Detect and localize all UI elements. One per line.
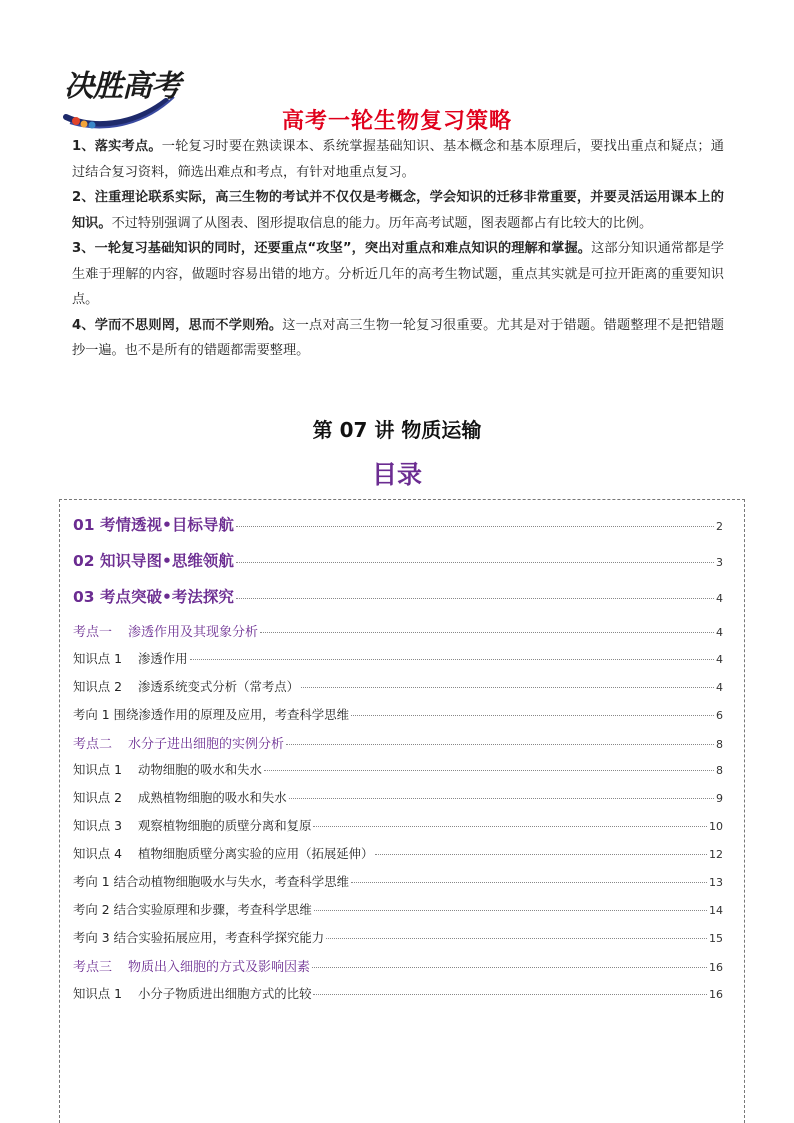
strategy-item-text: 一轮复习时要在熟读课本、系统掌握基础知识、基本概念和基本原理后，要找出重点和疑点；通过结合复习资料，筛选出难点和考点，有针对地重点复习。 [72, 139, 724, 180]
toc-entry[interactable] [73, 585, 723, 621]
strategy-item-3 [72, 236, 724, 313]
toc-page-number: 16 [709, 961, 723, 974]
toc-page-number: 10 [709, 820, 723, 833]
strategy-item-1 [72, 134, 724, 185]
toc-entry-number: 考向 3 [73, 930, 110, 945]
toc-page-number: 15 [709, 932, 723, 945]
strategy-item-heading: 3、一轮复习基础知识的同时，还要重点“攻坚”，突出对重点和难点知识的理解和掌握。 [72, 241, 592, 256]
toc-entry-title: 结合实验拓展应用，考查科学探究能力 [113, 930, 325, 945]
toc-entry-number: 知识点 4 [73, 846, 122, 861]
toc-leader-dots [312, 967, 707, 968]
strategy-item-text: 这部分知识通常都是学生难于理解的内容，做题时容易出错的地方。分析近几年的高考生物试题，重点其实就是可拉开距离的重要知识点。 [72, 241, 724, 307]
toc-entry-title: 结合实验原理和步骤，考查科学思维 [113, 902, 312, 917]
toc-page-number: 9 [716, 792, 723, 805]
toc-leader-dots [313, 826, 707, 827]
toc-page-number: 4 [716, 680, 723, 694]
toc-entry-title: 动物细胞的吸水和失水 [138, 762, 262, 777]
toc-page-number: 8 [716, 737, 723, 751]
toc-entry[interactable] [73, 677, 723, 705]
strategy-item-text: 这一点对高三生物一轮复习很重要。尤其是对于错题。错题整理不是把错题抄一遍。也不是所有的错题都需要整理。 [72, 317, 724, 358]
toc-entry[interactable] [73, 760, 723, 788]
lecture-title: 第 07 讲 物质运输 [312, 418, 482, 442]
toc-entry[interactable] [73, 513, 723, 549]
strategy-title: 高考一轮生物复习策略 [281, 109, 512, 134]
toc-page-number: 6 [716, 708, 723, 722]
toc-leader-dots [351, 882, 707, 883]
toc-entry[interactable] [73, 705, 723, 733]
toc-page-number: 3 [716, 556, 723, 569]
toc-entry-number: 知识点 1 [73, 985, 122, 1001]
toc-entry-title: •考法探究 [161, 588, 234, 606]
strategy-item-2 [72, 185, 724, 236]
toc-entry-title: 植物细胞质壁分离实验的应用（拓展延伸） [138, 846, 374, 861]
toc-entry[interactable] [73, 549, 723, 585]
strategy-item-heading: 4、学而不思则罔，思而不学则殆。 [72, 317, 283, 333]
toc-leader-dots [286, 744, 714, 745]
toc-leader-dots [260, 632, 714, 633]
toc-page-number: 4 [716, 592, 723, 605]
toc-entry-number: 知识点 1 [73, 650, 122, 666]
toc-entry-number: 考点二 [73, 736, 113, 752]
toc-entry-number: 考向 1 [73, 874, 110, 889]
toc-entry[interactable] [73, 816, 723, 844]
toc-entry-number: 考向 2 [73, 902, 110, 917]
toc-page-number: 2 [716, 520, 723, 533]
toc-entry[interactable] [73, 844, 723, 872]
toc-leader-dots [236, 598, 714, 599]
toc-entry-number: 考点三 [73, 960, 113, 975]
toc-entry-number: 知识点 2 [73, 678, 122, 694]
toc-entry-number: 知识点 3 [73, 818, 122, 833]
toc-entry[interactable] [73, 621, 723, 649]
strategy-section [72, 134, 724, 364]
toc-entry[interactable] [73, 900, 723, 928]
toc-entry-title: 水分子进出细胞的实例分析 [128, 736, 285, 752]
toc-leader-dots [301, 687, 714, 688]
toc-leader-dots [190, 659, 714, 660]
toc-entry-title: 成熟植物细胞的吸水和失水 [138, 790, 287, 805]
toc-page-number: 14 [709, 904, 723, 917]
toc-entry-number: 知识点 1 [73, 762, 122, 777]
toc-page-number: 16 [709, 987, 723, 1001]
toc-leader-dots [236, 526, 714, 527]
toc-entry-title: 渗透系统变式分析（常考点） [138, 678, 300, 694]
toc-entry-number: 03 考点突破 [73, 588, 162, 606]
toc-page-number: 12 [709, 848, 723, 861]
toc-title: 目录 [371, 460, 422, 489]
toc-entry-title: 结合动植物细胞吸水与失水，考查科学思维 [113, 874, 349, 889]
strategy-item-heading: 2、注重理论联系实际，高三生物的考试并不仅仅是考概念，学会知识的迁移非常重要，并要灵活运用课本上的知识。 [72, 190, 724, 231]
strategy-item-4 [72, 313, 724, 364]
toc-entry-number: 02 知识导图 [73, 552, 162, 570]
toc-entry-title: 物质出入细胞的方式及影响因素 [128, 960, 311, 975]
toc-leader-dots [289, 798, 714, 799]
toc-leader-dots [326, 938, 707, 939]
toc-entry[interactable] [73, 872, 723, 900]
toc-page-number: 4 [716, 626, 723, 639]
toc-entry-title: 小分子物质进出细胞方式的比较 [138, 985, 312, 1001]
toc-entry[interactable] [73, 956, 723, 984]
toc-entry[interactable] [73, 788, 723, 816]
toc-leader-dots [351, 715, 714, 716]
toc-entry-title: 观察植物细胞的质壁分离和复原 [138, 818, 312, 833]
toc-leader-dots [236, 562, 714, 563]
toc-entry-title: •思维领航 [161, 552, 234, 570]
toc-leader-dots [314, 910, 707, 911]
toc-entry-number: 知识点 2 [73, 790, 122, 805]
toc-entry-number: 考点一 [73, 625, 113, 640]
strategy-item-heading: 1、落实考点。 [72, 139, 162, 154]
toc-entry[interactable] [73, 984, 723, 1012]
table-of-contents [73, 513, 723, 1012]
toc-leader-dots [375, 854, 707, 855]
toc-entry[interactable] [73, 928, 723, 956]
logo-text: 决胜高考 [64, 69, 180, 104]
toc-entry-title: 渗透作用 [138, 650, 188, 666]
toc-page-number: 13 [709, 876, 723, 889]
strategy-item-text: 不过特别强调了从图表、图形提取信息的能力。历年高考试题，图表题都占有比较大的比例。 [111, 215, 653, 231]
toc-entry[interactable] [73, 649, 723, 677]
toc-leader-dots [313, 994, 707, 995]
toc-entry-number: 考向 1 [73, 706, 110, 722]
toc-leader-dots [264, 770, 714, 771]
toc-entry-title: 渗透作用及其现象分析 [128, 625, 259, 640]
toc-entry-number: 01 考情透视 [73, 516, 162, 534]
toc-page-number: 4 [716, 652, 723, 666]
toc-entry[interactable] [73, 733, 723, 761]
toc-entry-title: 围绕渗透作用的原理及应用，考查科学思维 [113, 706, 349, 722]
toc-page-number: 8 [716, 764, 723, 777]
toc-entry-title: •目标导航 [161, 516, 234, 534]
